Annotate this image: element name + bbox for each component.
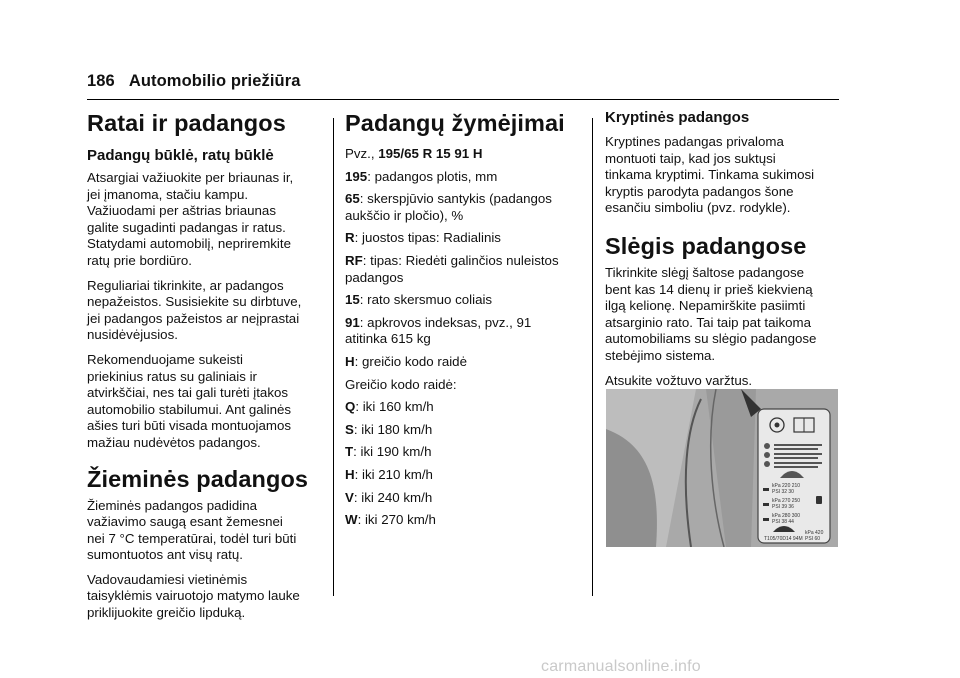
section-title: Automobilio priežiūra bbox=[128, 72, 301, 90]
speed-item: V: iki 240 km/h bbox=[345, 489, 433, 505]
label-value: 210 bbox=[791, 483, 801, 489]
paragraph-3: Rekomenduojame sukeisti priekinius ratus su galiniais ir atvirkščiai, nes tai gali turėti įtakos automobilio stabilumui. Ant galinės ašies turi būti visada montuojamos mažiau nudėvėtos padangos. bbox=[87, 351, 292, 450]
paragraph-2: Reguliariai tikrinkite, ar padangos nepažeistos. Susisiekite su dirbtuve, jei padangos pažeistos ar neįprastai nusidėvėjusios. bbox=[87, 277, 302, 343]
watermark: carmanualsonline.info bbox=[541, 658, 701, 675]
subtitle-tyre-condition: Padangų būklė, ratų būklė bbox=[87, 147, 274, 164]
svg-text:kPa 420: kPa 420 bbox=[805, 530, 824, 536]
page-header bbox=[87, 72, 301, 91]
paragraph-pressure: Tikrinkite slėgį šaltose padangose bent kas 14 dienų ir prieš kiekvieną ilgą kelionę. Nepamirškite pasiimti atsarginio rato. Tai taip pat taikoma automobiliams su slėgio padangose stebėjimo sistema. bbox=[605, 264, 817, 363]
example-line: Pvz., 195/65 R 15 91 H bbox=[345, 146, 483, 161]
svg-text:PSI 60: PSI 60 bbox=[805, 536, 821, 542]
tyre-pressure-label-figure bbox=[606, 389, 838, 547]
paragraph-valve: Atsukite vožtuvo varžtus. bbox=[605, 372, 753, 388]
column-3 bbox=[605, 108, 841, 389]
marking-item: H: greičio kodo raidė bbox=[345, 353, 467, 369]
svg-text:PSI 39 36 bbox=[772, 504, 794, 510]
paragraph-1: Atsargiai važiuokite per briaunas ir, jei įmanoma, stačiu kampu. Važiuodami per aštrias briaunas galite sugadinti padangas ir ratus. Statydami automobilį, nepriremkite ratų prie bordiūro. bbox=[87, 170, 294, 268]
label-value: PSI bbox=[772, 489, 781, 495]
header-rule bbox=[87, 99, 839, 100]
marking-item: 15: rato skersmuo coliais bbox=[345, 292, 493, 308]
label-value: 36 bbox=[788, 504, 794, 510]
page-number: 186 bbox=[87, 72, 115, 90]
label-value: PSI bbox=[772, 519, 781, 525]
label-value: kPa bbox=[772, 483, 781, 489]
svg-text:PSI 32 30 bbox=[772, 489, 794, 495]
marking-item: 65: skerspjūvio santykis (padangos aukščio ir pločio), % bbox=[345, 191, 552, 223]
label-value: 38 bbox=[781, 519, 788, 525]
label-value: 270 bbox=[782, 498, 791, 504]
label-value: 250 bbox=[791, 498, 801, 504]
label-value: 39 bbox=[781, 504, 788, 510]
speed-item: W: iki 270 km/h bbox=[345, 512, 436, 528]
label-value: 44 bbox=[788, 519, 794, 525]
column-divider-2 bbox=[592, 118, 593, 596]
marking-item: R: juostos tipas: Radialinis bbox=[345, 230, 501, 246]
title-tyre-markings: Padangų žymėjimai bbox=[345, 110, 565, 136]
column-1 bbox=[87, 108, 329, 622]
title-wheels-tyres: Ratai ir padangos bbox=[87, 110, 286, 136]
label-value: 32 bbox=[781, 489, 788, 495]
title-tyre-pressure: Slėgis padangose bbox=[605, 232, 807, 259]
paragraph-directional: Kryptines padangas privaloma montuoti taip, kad jos suktųsi tinkama kryptimi. Tinkama sukimosi kryptis parodyta padangos šone esančiu simboliu (pvz. rodykle). bbox=[605, 134, 815, 216]
paragraph-4: Žieminės padangos padidina važiavimo saugą esant žemesnei nei 7 °C temperatūrai, todėl turi būti sumontuotos ant visų ratų. bbox=[87, 497, 297, 563]
label-value: 300 bbox=[791, 513, 801, 519]
svg-text:T105/70D14 94M: T105/70D14 94M bbox=[764, 536, 803, 542]
label-value: 30 bbox=[788, 489, 794, 495]
speed-item: T: iki 190 km/h bbox=[345, 444, 432, 460]
column-divider-1 bbox=[333, 118, 334, 596]
svg-text:PSI 38 44 bbox=[772, 519, 794, 525]
speed-item: Q: iki 160 km/h bbox=[345, 399, 434, 415]
marking-item: RF: tipas: Riedėti galinčios nuleistos padangos bbox=[345, 252, 559, 285]
marking-item: 195: padangos plotis, mm bbox=[345, 168, 498, 184]
speed-intro: Greičio kodo raidė: bbox=[345, 376, 457, 392]
marking-item: 91: apkrovos indeksas, pvz., 91 atitinka 615 kg bbox=[345, 314, 532, 347]
title-winter-tyres: Žieminės padangos bbox=[87, 465, 309, 492]
paragraph-5: Vadovaudamiesi vietinėmis taisyklėmis vairuotojo matymo lauke priklijuokite greičio lipduką. bbox=[87, 571, 300, 621]
speed-item: S: iki 180 km/h bbox=[345, 421, 433, 437]
speed-item: H: iki 210 km/h bbox=[345, 466, 433, 482]
label-value: 280 bbox=[782, 513, 791, 519]
subtitle-directional-tyres: Kryptinės padangos bbox=[605, 109, 750, 126]
label-value: 220 bbox=[782, 483, 791, 489]
label-value: kPa bbox=[772, 498, 781, 504]
label-value: PSI bbox=[772, 504, 781, 510]
door-pillar-illustration bbox=[606, 389, 838, 547]
column-2 bbox=[345, 108, 583, 529]
label-value: kPa bbox=[772, 513, 781, 519]
